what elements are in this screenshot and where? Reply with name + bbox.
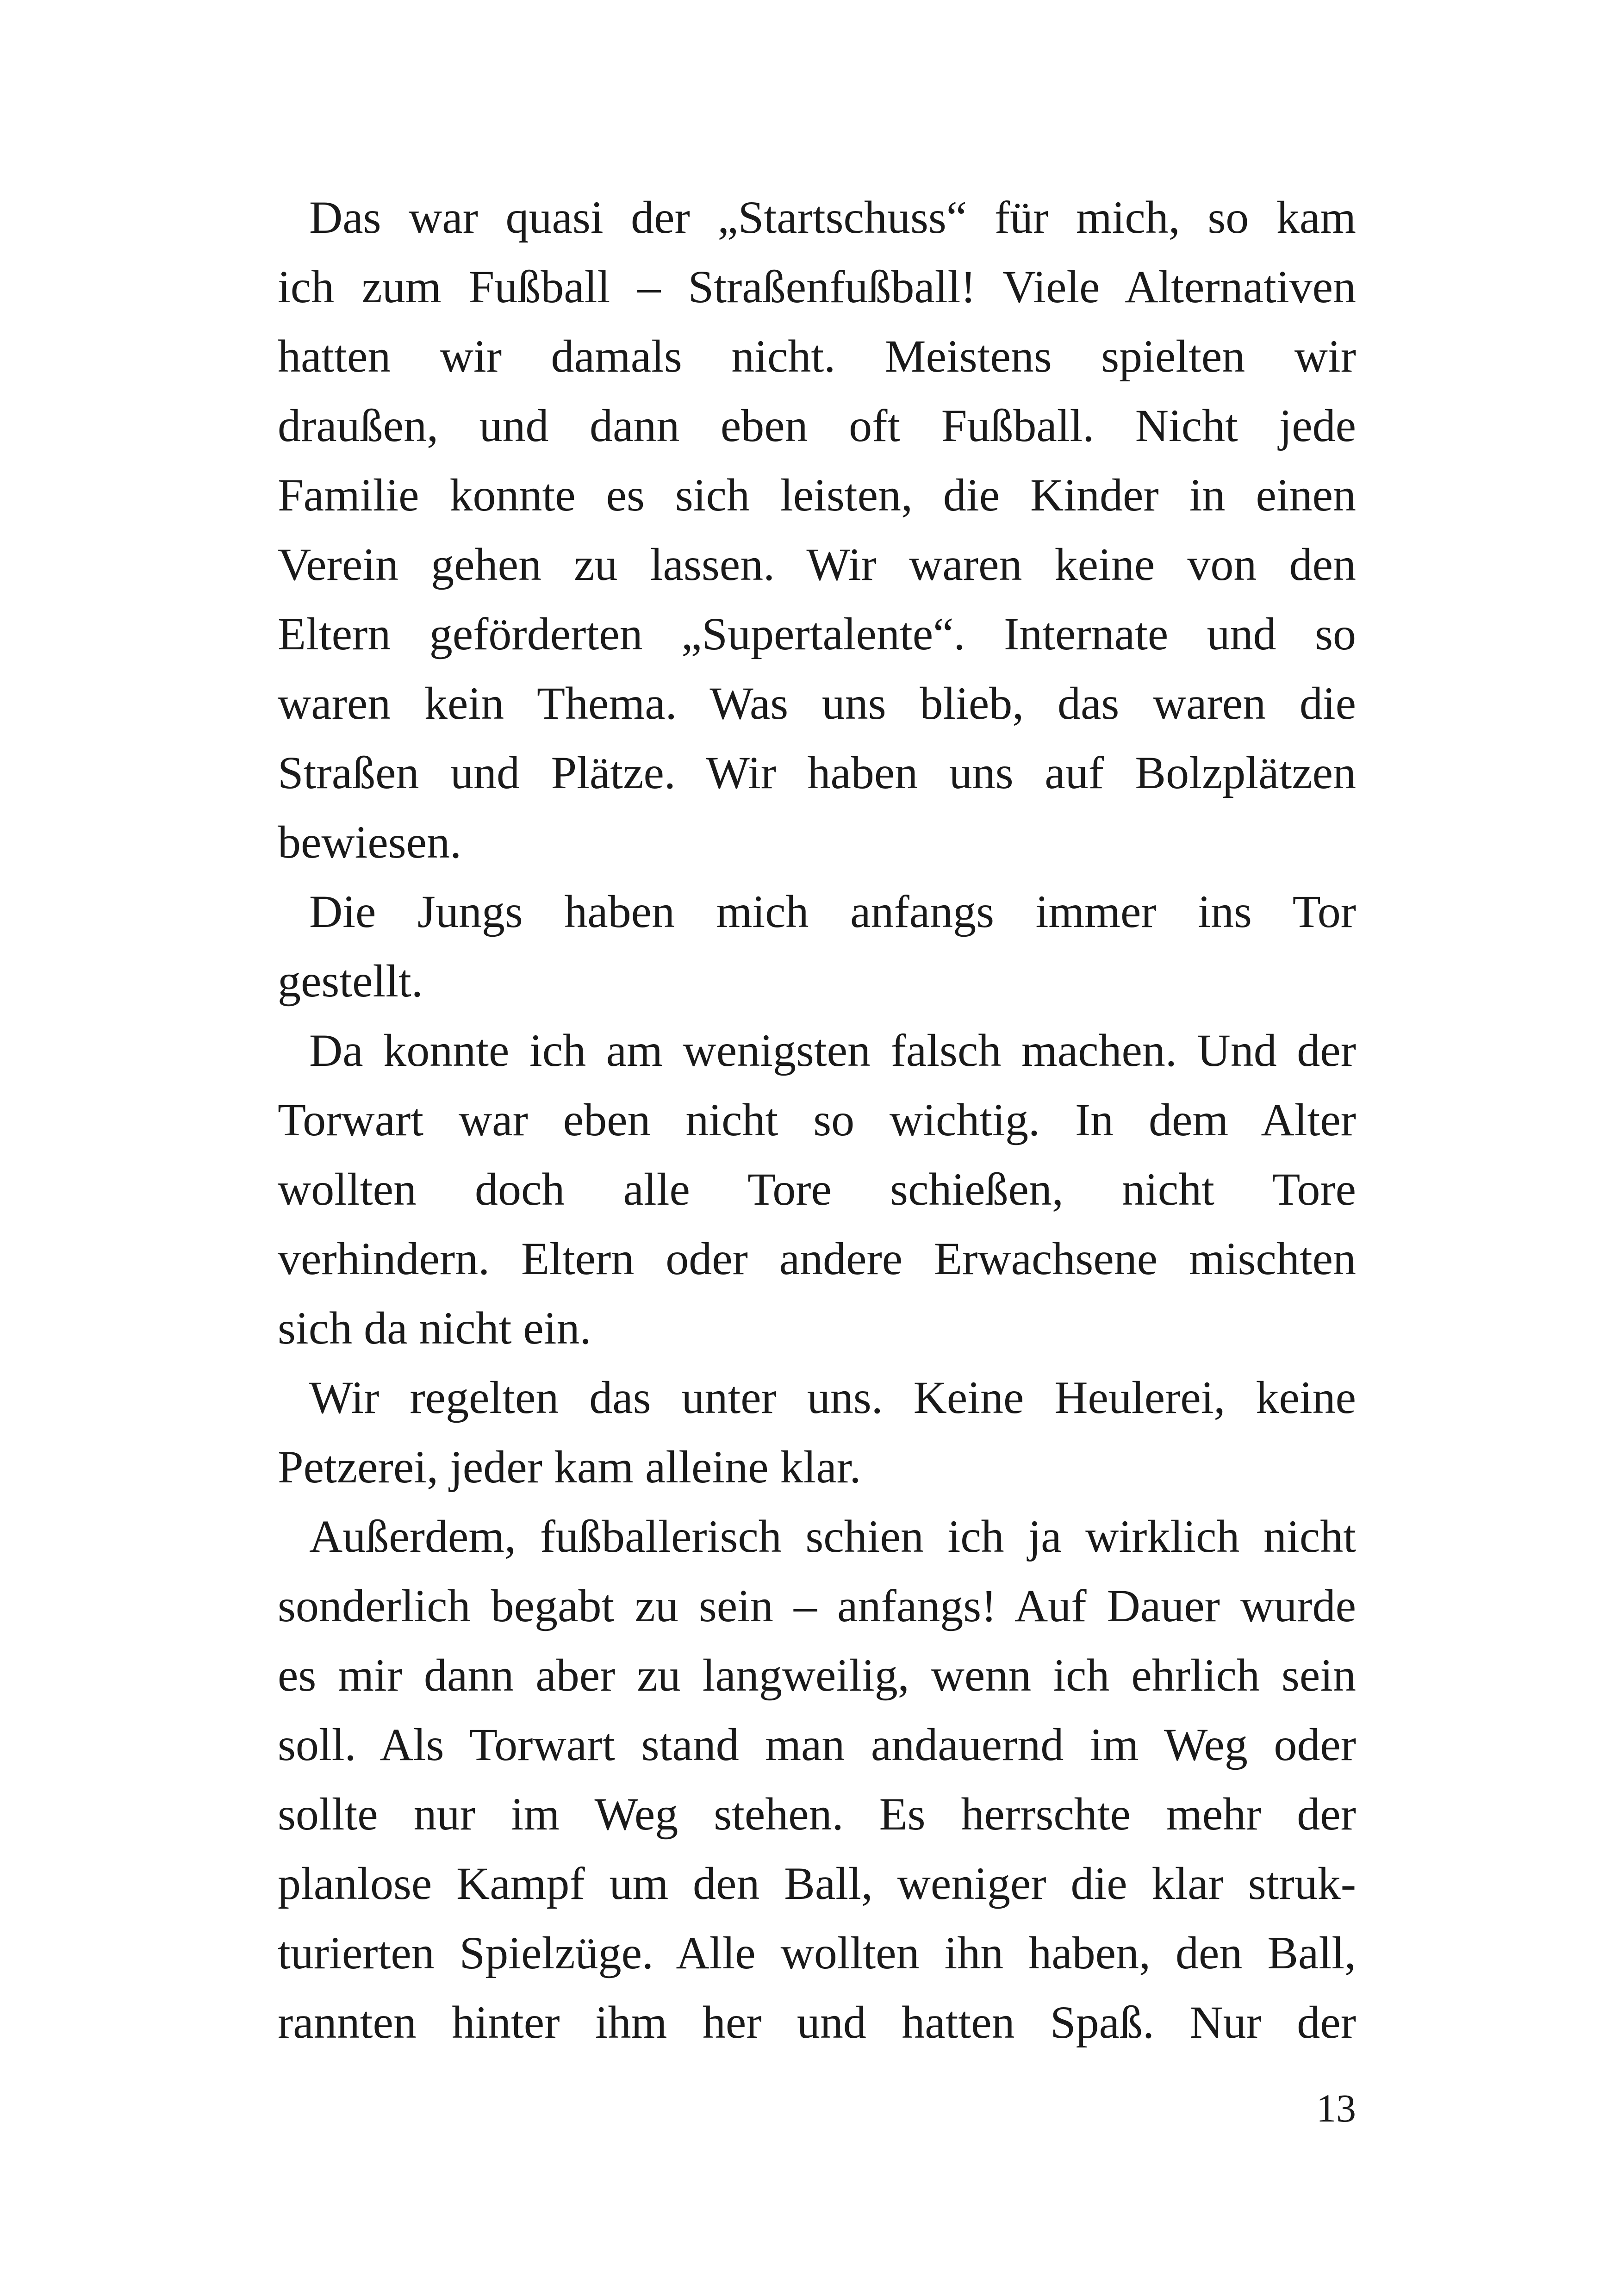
text-line: es mir dann aber zu langweilig, wenn ich ehrlich sein (278, 1649, 1356, 1701)
text-line: wollten doch alle Tore schießen, nicht Tore (278, 1164, 1356, 1215)
text-line: Das war quasi der „Startschuss“ für mich, so kam (309, 192, 1356, 243)
text-line: Petzerei, jeder kam alleine klar. (278, 1441, 861, 1493)
text-line: ich zum Fußball – Straßenfußball! Viele Alternativen (278, 261, 1356, 312)
text-line: draußen, und dann eben oft Fußball. Nicht jede (278, 400, 1356, 451)
text-line: soll. Als Torwart stand man andauernd im Weg oder (278, 1719, 1356, 1770)
body-text (278, 183, 1356, 2057)
text-line: Die Jungs haben mich anfangs immer ins Tor (309, 886, 1356, 937)
text-line: bewiesen. (278, 816, 462, 868)
text-line: Familie konnte es sich leisten, die Kinder in einen (278, 469, 1356, 521)
text-line: sollte nur im Weg stehen. Es herrschte mehr der (278, 1788, 1356, 1840)
text-line: hatten wir damals nicht. Meistens spielten wir (278, 330, 1356, 382)
text-line: waren kein Thema. Was uns blieb, das waren die (278, 678, 1356, 729)
text-line: Da konnte ich am wenigsten falsch machen. Und der (309, 1025, 1356, 1076)
page-number: 13 (1316, 2086, 1356, 2130)
text-line: Wir regelten das unter uns. Keine Heulerei, keine (309, 1372, 1356, 1423)
text-line: Torwart war eben nicht so wichtig. In dem Alter (278, 1094, 1356, 1145)
text-line: Verein gehen zu lassen. Wir waren keine von den (278, 539, 1356, 590)
text-line: verhindern. Eltern oder andere Erwachsene mischten (278, 1233, 1356, 1284)
text-line: rannten hinter ihm her und hatten Spaß. Nur der (278, 1997, 1356, 2048)
text-line: Straßen und Plätze. Wir haben uns auf Bolzplätzen (278, 747, 1356, 798)
text-line: sonderlich begabt zu sein – anfangs! Auf Dauer wurde (278, 1580, 1356, 1631)
text-line: Außerdem, fußballerisch schien ich ja wirklich nicht (309, 1511, 1356, 1562)
text-line: turierten Spielzüge. Alle wollten ihn haben, den Ball, (278, 1927, 1356, 1979)
text-line: gestellt. (278, 955, 423, 1007)
text-line: Eltern geförderten „Supertalente“. Internate und so (278, 608, 1356, 660)
text-line: planlose Kampf um den Ball, weniger die klar struk- (278, 1858, 1356, 1909)
text-line: sich da nicht ein. (278, 1302, 591, 1354)
